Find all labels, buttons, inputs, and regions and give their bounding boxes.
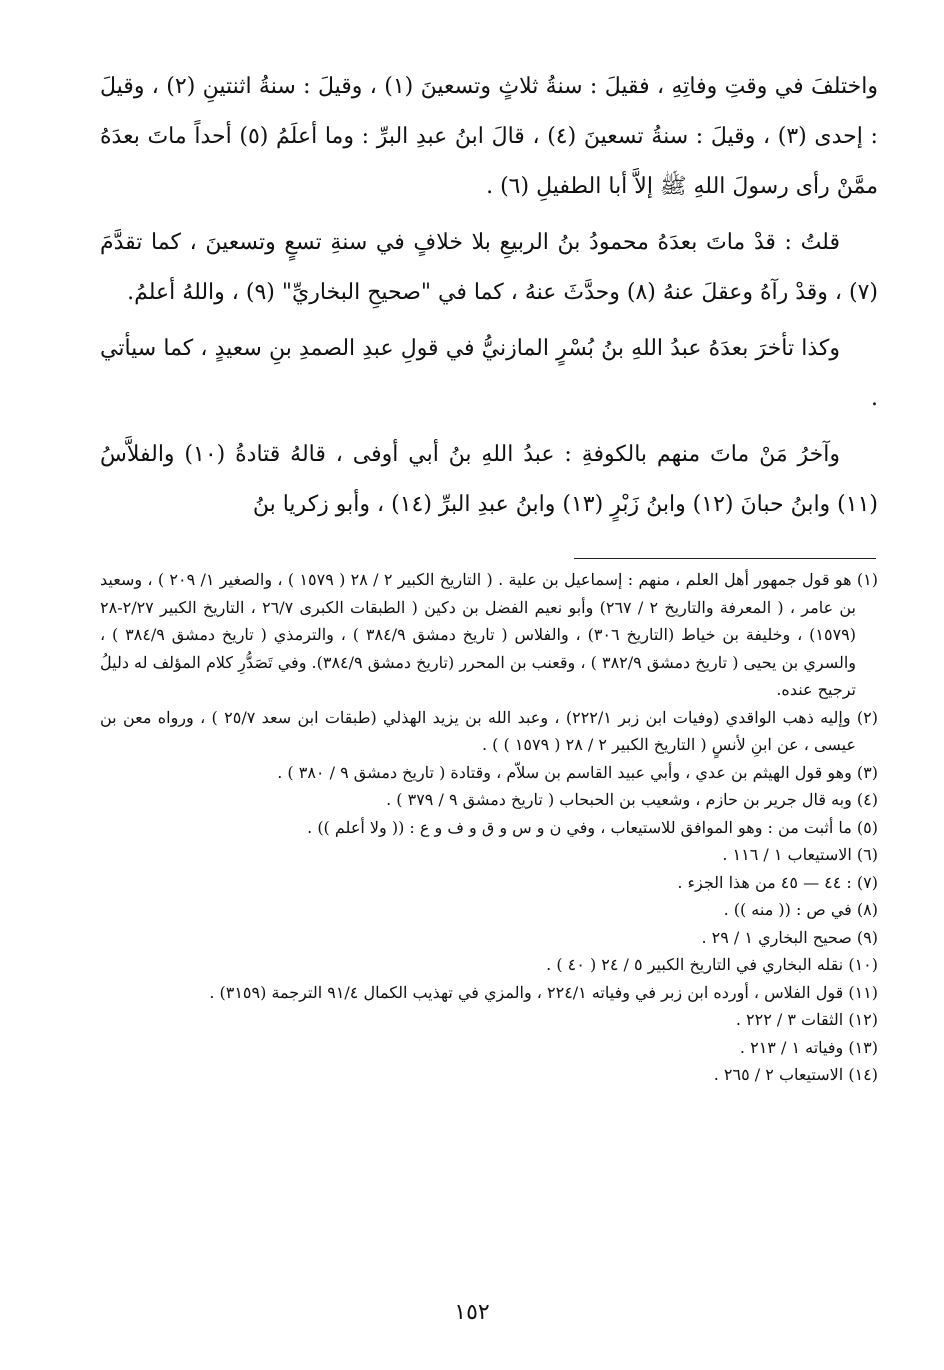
paragraph-ibn-busr: وكذا تأخرَ بعدَهُ عبدُ اللهِ بنُ بُسْرٍ المازنيُّ في قولِ عبدِ الصمدِ بنِ سعيدٍ ، كما سيأتي . — [100, 336, 878, 411]
footnote-1: (١) هو قول جمهور أهل العلم ، منهم : إسماعيل بن علية . ( التاريخ الكبير ٢ / ٢٨ ( ١٥٧٩ ) ، والصغير ١/ ٢٠٩ ) ، وسعيد بن عامر ، ( المعرفة والتاريخ ٢ / ٢٦٧) وأبو نعيم الفضل بن دكين ( الطبقات الكبرى ٢٦/٧ ، التاريخ الكبير ٢/٢٧-٢٨ (١٥٧٩) ، وخليفة بن خياط (التاريخ ٣٠٦) ، والفلاس ( تاريخ دمشق ٣٨٤/٩ ) ، والترمذي ( تاريخ دمشق ٣٨٤/٩ ) ، والسري بن يحيى ( تاريخ دمشق ٣٨٢/٩ ) ، وقعنب بن المحرر (تاريخ دمشق ٣٨٤/٩). وفي تَصَدُّرِ كلام المؤلف له دليلُ ترجيح عنده. — [100, 570, 879, 699]
footnote-11: (١١) قول الفلاس ، أورده ابن زبر في وفياته ٢٢٤/١ ، والمزي في تهذيب الكمال ٩١/٤ الترجمة (٣١٥٩) . — [209, 982, 878, 1002]
footnote-7: (٧) : ٤٤ — ٤٥ من هذا الجزء . — [677, 872, 878, 892]
footnote-14: (١٤) الاستيعاب ٢ / ٢٦٥ . — [713, 1065, 878, 1084]
paragraph-death-date: واختلفَ في وقتِ وفاتِهِ ، فقيلَ : سنةُ ثلاثٍ وتسعينَ (١) ، وقيلَ : سنةُ اثنتينِ (٢) ، وقيلَ : إحدى (٣) ، وقيلَ : سنةُ تسعينَ (٤) ، قالَ ابنُ عبدِ البرِّ : وما أعلَمُ (٥) أحداً ماتَ بعدَهُ ممَّنْ رأى رسولَ اللهِ ﷺ إلاَّ أبا الطفيلِ (٦) . — [100, 74, 879, 199]
footnote-8: (٨) في ص : (( منه )) . — [723, 900, 878, 919]
footnote-6: (٦) الاستيعاب ١ / ١١٦ . — [722, 845, 878, 864]
footnote-2: (٢) وإليه ذهب الواقدي (وفيات ابن زبر ٢٢٢/١) ، وعبد الله بن يزيد الهذلي (طبقات ابن سعد ٢٥/٧ ) ، ورواه معن بن عيسى ، عن ابنِ لأنسٍ ( التاريخ الكبير ٢ / ٢٨ ( ١٥٧٩ ) ) . — [100, 707, 878, 754]
paragraph-qultu: قلتُ : قدْ ماتَ بعدَهُ محمودُ بنُ الربيعِ بلا خلافٍ في سنةِ تسعٍ وتسعينَ ، كما تقدَّمَ (٧) ، وقدْ رآهُ وعقلَ عنهُ (٨) وحدَّثَ عنهُ ، كما في "صحيحِ البخاريِّ" (٩) ، واللهُ أعلمُ. — [100, 230, 878, 305]
footnote-divider — [574, 558, 876, 559]
footnote-10: (١٠) نقله البخاري في التاريخ الكبير ٥ / ٢٤ ( ٤٠ ) . — [546, 955, 878, 974]
footnote-3: (٣) وهو قول الهيثم بن عدي ، وأبي عبيد القاسم بن سلاّم ، وقتادة ( تاريخ دمشق ٩ / ٣٨٠ ) . — [277, 762, 878, 782]
page-number: ١٥٢ — [454, 1300, 490, 1325]
footnote-4: (٤) وبه قال جرير بن حازم ، وشعيب بن الحبحاب ( تاريخ دمشق ٩ / ٣٧٩ ) . — [386, 790, 878, 809]
footnote-5: (٥) ما أثبت من : وهو الموافق للاستيعاب ، وفي ن و س و ق و ف و ع : (( ولا أعلم )) . — [307, 817, 878, 837]
footnote-13: (١٣) وفياته ١ / ٢١٣ . — [739, 1037, 878, 1057]
footnote-9: (٩) صحيح البخاري ١ / ٢٩ . — [701, 927, 878, 947]
footnote-12: (١٢) الثقات ٣ / ٢٢٢ . — [735, 1010, 878, 1029]
footnotes — [100, 566, 878, 1089]
main-text — [100, 62, 878, 536]
paragraph-kufa: وآخرُ مَنْ ماتَ منهم بالكوفةِ : عبدُ اللهِ بنُ أبي أوفى ، قالهُ قتادةُ (١٠) والفلاَّسُ (١١) وابنُ حبانَ (١٢) وابنُ زَبْرٍ (١٣) وابنُ عبدِ البرِّ (١٤) ، وأبو زكريا بنُ — [100, 442, 878, 517]
